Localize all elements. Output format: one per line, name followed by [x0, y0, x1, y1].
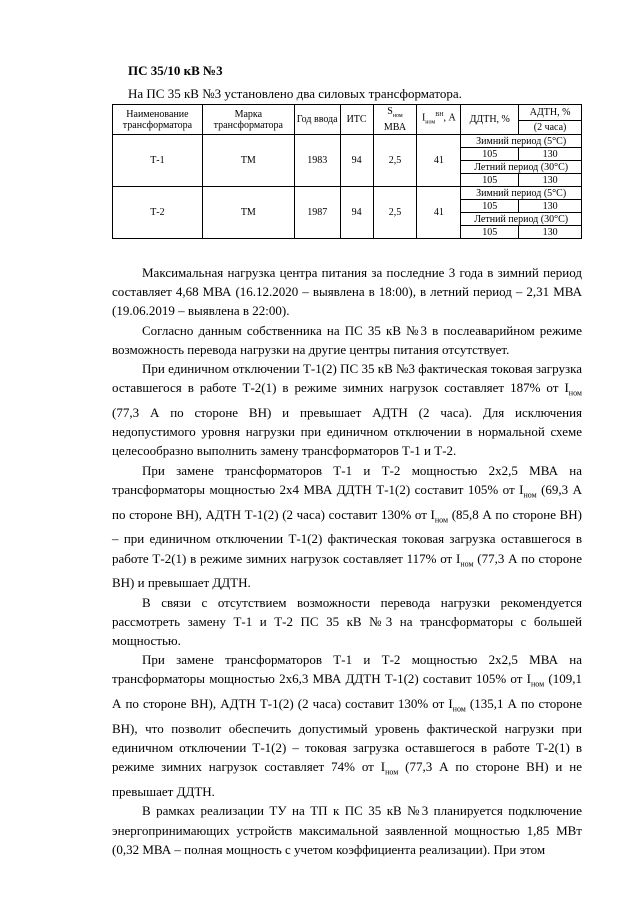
section-heading: ПС 35/10 кВ №3 — [128, 63, 223, 78]
header-its: ИТС — [340, 105, 373, 135]
paragraph-owner-data: Согласно данным собственника на ПС 35 кВ №3 в послеаварийном режиме возможность перевода нагрузки на другие центры питания отсутствует. — [112, 322, 582, 357]
table-row — [113, 135, 582, 148]
paragraph-recommendation: В связи с отсутствием возможности перевода нагрузки рекомендуется рассмотреть замену Т-1 и Т-2 ПС 35 кВ №3 на трансформаторы с большей мощностью. — [112, 594, 582, 649]
cell-inom: 41 — [417, 135, 461, 187]
body-text — [112, 263, 582, 859]
header-name: Наименование трансформатора — [113, 105, 203, 135]
cell-year: 1983 — [294, 135, 340, 187]
paragraph-single-outage: При единичном отключении Т-1(2) ПС 35 кВ №3 фактическая токовая загрузка оставшегося в работе Т-2(1) в режиме зимних нагрузок составляет 187% от $I_{ном}$ (77,3 А по стороне ВН) и превышает АДТН (2 часа). Для исключения недопустимого уровня нагрузки при единичном отключении в нормальной схеме целесообразно выполнить замену трансформаторов Т-1 и Т-2. — [112, 361, 582, 459]
cell-its: 94 — [340, 135, 373, 187]
header-adtn: АДТН, % — [519, 105, 582, 121]
cell-winter-adtn: 130 — [519, 148, 582, 161]
paragraph-connection-plan: В рамках реализации ТУ на ТП к ПС 35 кВ №3 планируется подключение энергопринимающих устройств максимальной заявленной мощностью 1,85 МВт (0,32 МВА – полная мощность с учетом коэффициента реализации). При этом — [112, 803, 582, 857]
intro-text: На ПС 35 кВ №3 установлено два силовых трансформатора. — [128, 86, 462, 101]
header-year: Год ввода — [294, 105, 340, 135]
paragraph-replace-6-3mva: При замене трансформаторов Т-1 и Т-2 мощностью 2х2,5 МВА на трансформаторы мощностью 2х6,3 МВА ДДТН Т-1(2) составит 105% от $I_{ном}$ (109,1 А по стороне ВН), АДТН Т-1(2) (2 часа) составит 130% от $I_{ном}$ (135,1 А по стороне ВН), что позволит обеспечить допустимый уровень фактической нагрузки при единичном отключении Т-1(2) – токовая загрузка оставшегося в работе Т-2(1) в режиме зимних нагрузок составляет 74% от $I_{ном}$ (77,3 А по стороне ВН) и не превышает ДДТН. — [112, 652, 582, 800]
cell-winter-dtn: 105 — [461, 148, 519, 161]
header-dtn: ДДТН, % — [461, 105, 519, 135]
header-adtn-sub: (2 часа) — [519, 121, 582, 135]
cell-snom: 2,5 — [373, 135, 417, 187]
paragraph-max-load: Максимальная нагрузка центра питания за последние 3 года в зимний период составляет 4,68 МВА (16.12.2020 – выявлена в 18:00), в летний период – 2,31 МВА (19.06.2019 – выявлена в 22:00). — [112, 265, 582, 319]
header-snom: $S_{ном}$ МВА — [373, 105, 417, 135]
cell-inom: 41 — [417, 187, 461, 239]
cell-winter-dtn: 105 — [461, 200, 519, 213]
cell-winter-adtn: 130 — [519, 200, 582, 213]
winter-period-label: Зимний период (5°С) — [461, 187, 582, 200]
header-brand: Марка трансформатора — [202, 105, 294, 135]
cell-summer-dtn: 105 — [461, 226, 519, 239]
table-row — [113, 187, 582, 200]
cell-year: 1987 — [294, 187, 340, 239]
cell-summer-dtn: 105 — [461, 174, 519, 187]
cell-name: Т-2 — [113, 187, 203, 239]
summer-period-label: Летний период (30°С) — [461, 213, 582, 226]
header-inom: $I_{ном}^{ВН}$, А — [417, 105, 461, 135]
cell-snom: 2,5 — [373, 187, 417, 239]
cell-summer-adtn: 130 — [519, 226, 582, 239]
cell-name: Т-1 — [113, 135, 203, 187]
cell-brand: ТМ — [202, 187, 294, 239]
paragraph-replace-4mva: При замене трансформаторов Т-1 и Т-2 мощностью 2х2,5 МВА на трансформаторы мощностью 2х4 МВА ДДТН Т-1(2) составит 105% от $I_{ном}$ (69,3 А по стороне ВН), АДТН Т-1(2) (2 часа) составит 130% от $I_{ном}$ (85,8 А по стороне ВН) – при единичном отключении Т-1(2) фактическая токовая загрузка оставшегося в работе Т-2(1) в режиме зимних нагрузок составляет 117% от $I_{ном}$ (77,3 А по стороне ВН) и превышает ДДТН. — [112, 462, 583, 591]
cell-its: 94 — [340, 187, 373, 239]
cell-summer-adtn: 130 — [519, 174, 582, 187]
table-header-row — [113, 105, 582, 121]
summer-period-label: Летний период (30°С) — [461, 161, 582, 174]
cell-brand: ТМ — [202, 135, 294, 187]
transformer-table — [112, 104, 582, 239]
winter-period-label: Зимний период (5°С) — [461, 135, 582, 148]
